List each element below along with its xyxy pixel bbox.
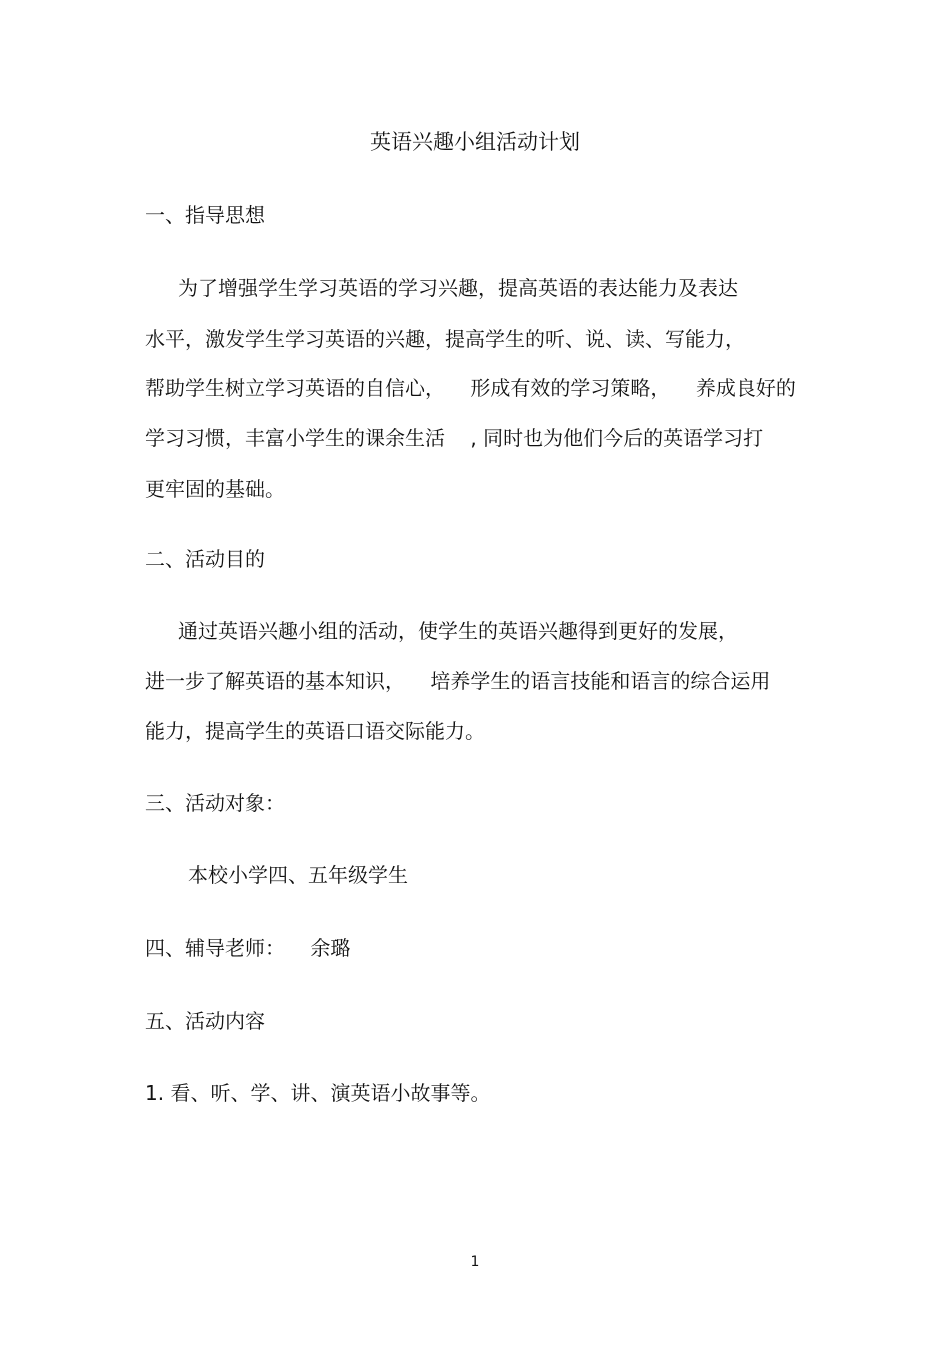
section-heading-activity-content: 五、活动内容: [145, 1009, 265, 1033]
section-heading-activity-purpose: 二、活动目的: [145, 547, 265, 571]
section-heading-guiding-thought: 一、指导思想: [145, 203, 265, 227]
paragraph-line: 更牢固的基础。: [145, 477, 285, 501]
list-item: 1. 看、听、学、讲、演英语小故事等。: [145, 1081, 491, 1105]
paragraph-line: 学习习惯，丰富小学生的课余生活 , 同时也为他们今后的英语学习打: [145, 426, 764, 450]
paragraph-line: 进一步了解英语的基本知识， 培养学生的语言技能和语言的综合运用: [145, 669, 771, 693]
paragraph-line: 水平，激发学生学习英语的兴趣，提高学生的听、说、读、写能力，: [145, 327, 745, 351]
paragraph-line: 为了增强学生学习英语的学习兴趣，提高英语的表达能力及表达: [178, 276, 738, 300]
document-title: 英语兴趣小组活动计划: [370, 130, 580, 154]
paragraph-line: 能力，提高学生的英语口语交际能力。: [145, 719, 485, 743]
paragraph-line: 通过英语兴趣小组的活动，使学生的英语兴趣得到更好的发展，: [178, 619, 738, 643]
paragraph-line: 本校小学四、五年级学生: [188, 863, 408, 887]
section-heading-activity-target: 三、活动对象：: [145, 791, 285, 815]
page-number: 1: [470, 1254, 480, 1270]
paragraph-line: 帮助学生树立学习英语的自信心， 形成有效的学习策略， 养成良好的: [145, 376, 796, 400]
section-heading-tutor: 四、辅导老师： 余璐: [145, 936, 351, 960]
